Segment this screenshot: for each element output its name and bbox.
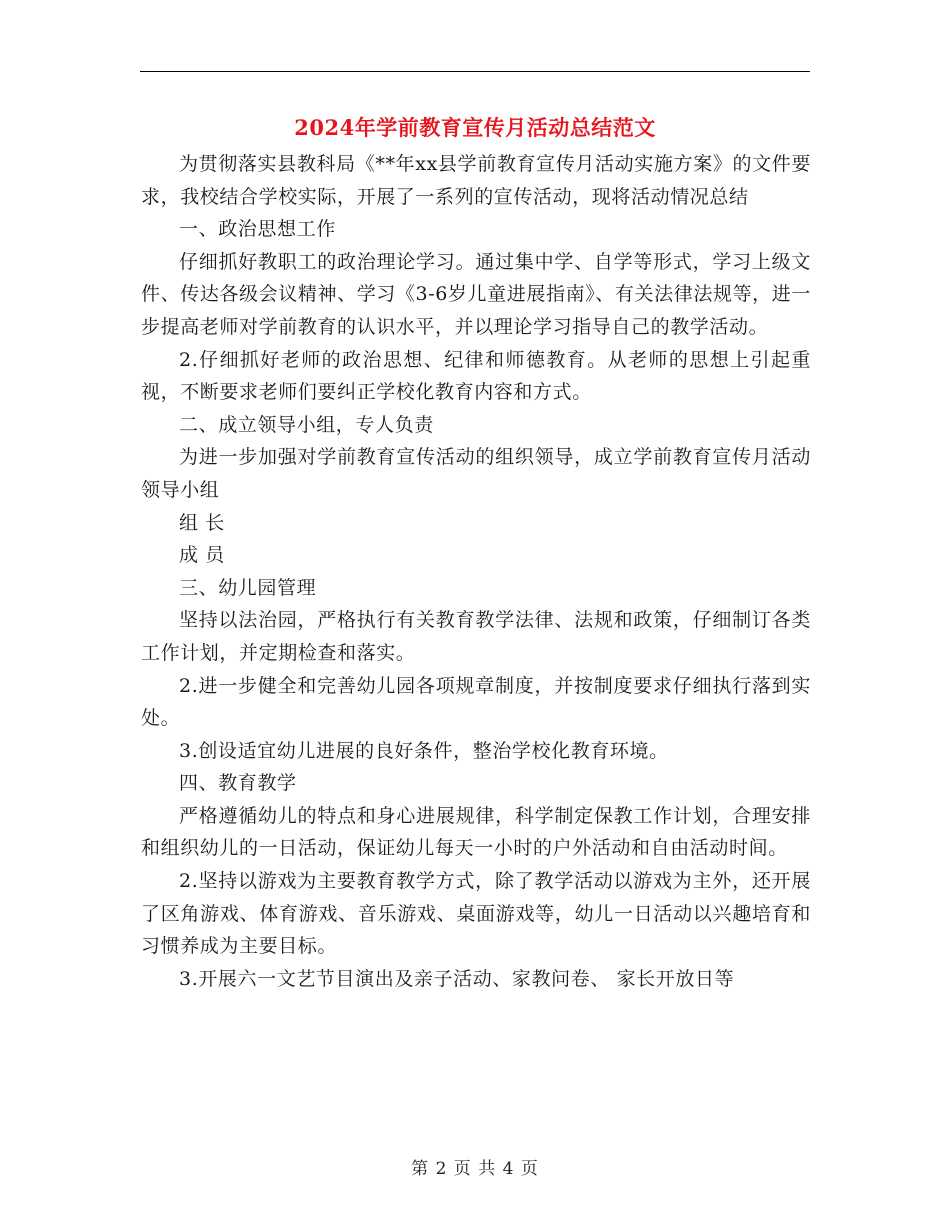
section-heading-leadership: 二、成立领导小组，专人负责 (179, 413, 434, 436)
document-title: 2024年学前教育宣传月活动总结范文 (294, 115, 656, 140)
paragraph: 仔细抓好教职工的政治理论学习。通过集中学、自学等形式，学习上级文件、传达各级会议精神、学习《3-6岁儿童进展指南》、有关法律法规等，进一步提高老师对学前教育的认识水平，并以理论学习指导自己的教学活动。 (141, 250, 811, 338)
header-rule (140, 71, 810, 72)
paragraph-intro: 为贯彻落实县教科局《**年xx县学前教育宣传月活动实施方案》的文件要求，我校结合学校实际，开展了一系列的宣传活动，现将活动情况总结 (141, 153, 811, 208)
paragraph: 2.仔细抓好老师的政治思想、纪律和师德教育。从老师的思想上引起重视，不断要求老师们要纠正学校化教育内容和方式。 (141, 348, 811, 404)
paragraph: 3.开展六一文艺节目演出及亲子活动、家教问卷、 家长开放日等 (179, 967, 735, 990)
paragraph: 2.进一步健全和完善幼儿园各项规章制度，并按制度要求仔细执行落到实处。 (141, 674, 811, 730)
paragraph: 严格遵循幼儿的特点和身心进展规律，科学制定保教工作计划，合理安排和组织幼儿的一日活动，保证幼儿每天一小时的户外活动和自由活动时间。 (141, 804, 811, 860)
leader-line: 组 长 (179, 511, 225, 534)
members-line: 成 员 (179, 544, 225, 567)
paragraph: 2.坚持以游戏为主要教育教学方式，除了教学活动以游戏为主外，还开展了区角游戏、体育游戏、音乐游戏、桌面游戏等，幼儿一日活动以兴趣培育和习惯养成为主要目标。 (141, 870, 811, 958)
section-heading-teaching: 四、教育教学 (179, 772, 297, 795)
page-number: 第 2 页 共 4 页 (411, 1159, 539, 1179)
paragraph: 为进一步加强对学前教育宣传活动的组织领导，成立学前教育宣传月活动领导小组 (141, 446, 811, 501)
document-body (141, 148, 811, 995)
section-heading-political: 一、政治思想工作 (179, 218, 336, 241)
section-heading-management: 三、幼儿园管理 (179, 576, 317, 599)
paragraph: 3.创设适宜幼儿进展的良好条件，整治学校化教育环境。 (179, 739, 669, 762)
paragraph: 坚持以法治园，严格执行有关教育教学法律、法规和政策，仔细制订各类工作计划，并定期检查和落实。 (141, 609, 811, 664)
